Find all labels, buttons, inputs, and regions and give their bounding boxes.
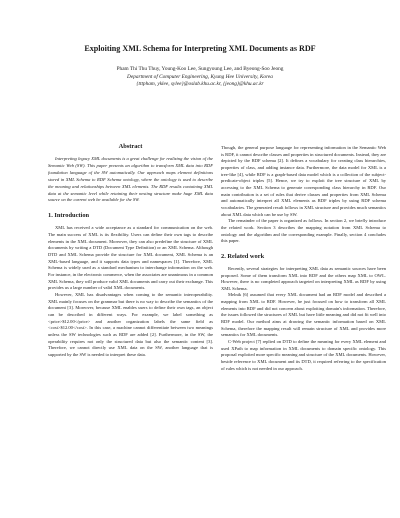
right-column — [221, 145, 386, 372]
author-affiliation: Department of Computer Engineering, Kyung Hee University, Korea — [127, 73, 273, 80]
author-block — [20, 66, 380, 89]
related-paragraph-3: C-Web project [7] replied on DTD to define the meaning for every XML element and used XPath to map information in XML documents to domain specific ontology. This proposal exploited more specific meaning and structure of the XML documents. However, beside reference to XML document and its DTD, it required referring to the specification of rules which is not needed in our approach. — [221, 339, 386, 371]
related-paragraph-2: Melnik [6] assumed that every XML document had an RDF model and described a mapping from XML to RDF. However, he just focused on how to transform all XML elements into RDF and did not concern about exploiting domain's information. Therefore, the issues followed the structures of XML but have little meaning and did not fit well into RDF model. Our method aims at drawing the semantic information based on XML Schema, therefore the mapping result will remain structure of XML and provides more semantics for XML documents. — [221, 292, 386, 338]
related-paragraph-1: Recently, several strategies for interpreting XML data as semantic sources have been proposed. Some of them transform XML into RDF and the others map XML to OWL. However, there is no completed approach targeted on interpreting XML as RDF by using XML Schema. — [221, 265, 386, 291]
intro-paragraph-2: However, XML has disadvantages when coming to the semantic interoperability. XML mainly focuses on the grammar but there is no way to describe the semantics of the document [3]. Moreover, because XML enables users to define their own tags, an object can be described in different ways. For example, we label something as <price>$12.00</price> and another organization labels the same field as <cost>$12.00</cost>. In this case, a machine cannot differentiate between two meanings unless the SW technologies such as RDF are added [2]. Furthermore, in the SW, the operability requires not only the structured data but also the semantic content [3]. Therefore, we cannot directly use XML data on the SW, another language that is supported by the SW is needed to interpret these data. — [48, 291, 213, 357]
organization-paragraph: The remainder of the paper is organized as follows. In section 2, we briefly introduce the related work. Section 3 describes the mapping notation from XML Schema to ontology and the algorithm and the corresponding example. Finally, section 4 concludes this paper. — [221, 218, 386, 244]
intro-paragraph-1: XML has received a wide acceptance as a standard for communication on the web. The main success of XML is its flexibility. Users can define their own tags to describe elements in the XML document. Moreover, they can also predefine the structure of XML documents by writing a DTD (Document Type Definition) or an XML Schema. Although DTD and XML Schema provide the structure for XML document, XML Schema is an XML-based language, and it supports data types and namespaces [1]. Therefore, XML Schema is widely used as a standard mechanism to interchange information on the web. For instance, in the electronic commerce, when the associates are unanimous in a common XML Schema, they will produce valid XML documents and carry out their exchange. This provides us a large number of valid XML documents. — [48, 225, 213, 291]
related-work-heading: 2. Related work — [221, 252, 265, 260]
author-names: Pham Thi Thu Thuy, Young-Koo Lee, Sungyoung Lee, and Byeong-Soo Jeong — [116, 66, 284, 72]
left-column — [48, 143, 213, 358]
abstract-text: Interpreting legacy XML documents is a great challenge for realizing the vision of the Semantic Web (SW). This paper presents an algorithm to transform XML data into RDF foundation language of the SW automatically. Our approach maps element definitions stored in XML Schema to RDF Schema ontology, where the ontology is used to describe the meaning and relationships between XML elements. The RDF results containing XML data at the semantic level while retaining their nesting structure make huge XML data source on the current web be available for the SW. — [48, 156, 213, 203]
paper-title: Exploiting XML Schema for Interpreting XML Documents as RDF — [84, 44, 316, 53]
intro-continued-paragraph: Though, the general purpose language for representing information in the Semantic Web is RDF, it cannot describe classes and properties in structured documents. Instead, they are depicted by the RDF schema [2]. It defines a vocabulary for creating class hierarchies, properties of class, and adding instance data. Furthermore, the data model for XML is a tree-like [4], while RDF is a graph-based data model which is a collection of the subject-predicate-object triples [5]. Hence, we try to exploit the tree structure of XML by accessing to the XML Schema to generate corresponding class hierarchy in RDF. Our main contribution is a set of rules that derive classes and properties from XML Schema and automatically interpret all XML elements as RDF triples by using RDF schema vocabularies. The generated result follows in XML structure and provides much semantics about XML data which can be use by SW. — [221, 145, 386, 217]
author-emails: {tttpham, yklee, sylee}@oslab.khu.ac.kr, {jeong}@khu.ac.kr — [136, 81, 264, 88]
abstract-heading: Abstract — [118, 143, 143, 150]
intro-heading: 1. Introduction — [48, 212, 90, 220]
